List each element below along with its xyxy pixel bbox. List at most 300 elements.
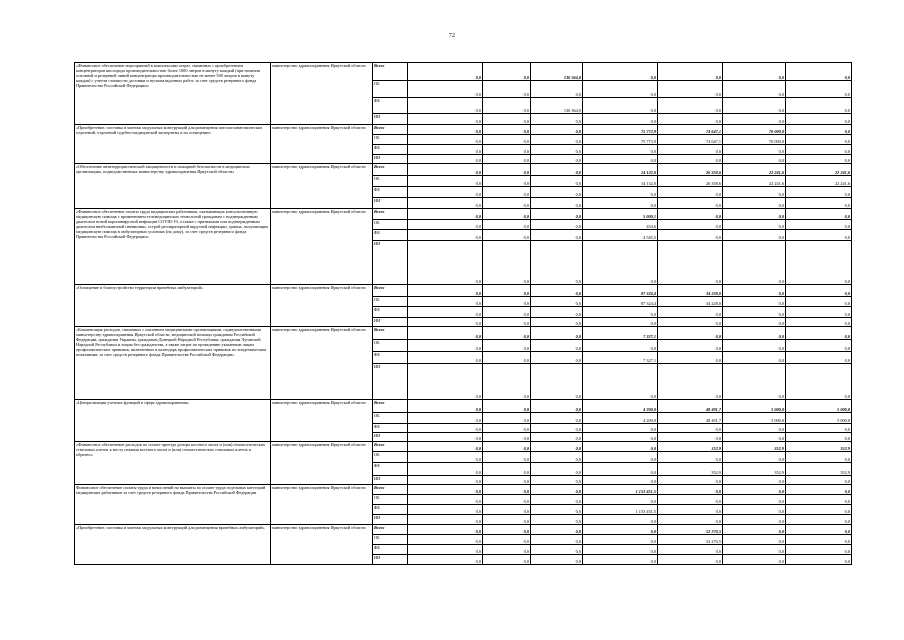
amount-cell: 14 132,0: [583, 164, 658, 176]
amount-cell: 0,0: [483, 424, 531, 433]
amount-cell: 48 491,7: [658, 400, 723, 413]
amount-cell: 0,0: [583, 198, 658, 209]
funding-source-label: ИИ: [373, 318, 408, 327]
amount-cell: 0,0: [658, 485, 723, 495]
amount-cell: 75 773,9: [583, 125, 658, 135]
funding-source-label: ИИ: [373, 515, 408, 525]
amount-cell: 0,0: [483, 364, 531, 400]
amount-cell: 0,0: [658, 220, 723, 230]
amount-cell: 0,0: [531, 209, 583, 220]
amount-cell: 0,0: [658, 63, 723, 81]
funding-source-label: Всего: [373, 209, 408, 220]
amount-cell: 0,0: [483, 198, 531, 209]
table-row: [75, 164, 852, 176]
event-description: Финансовое обеспечение оплаты труда и начислений на выплаты по оплате труда отдельных категорий медицинских работников за счет средств резервного фонда Правительства Российской Федерации: [75, 485, 271, 525]
amount-cell: 0,0: [658, 340, 723, 352]
amount-cell: 0,0: [408, 545, 483, 555]
amount-cell: 0,0: [786, 352, 852, 364]
amount-cell: 0,0: [483, 145, 531, 155]
amount-cell: 0,0: [483, 413, 531, 424]
budget-table: [74, 62, 852, 565]
amount-cell: 0,0: [531, 535, 583, 545]
amount-cell: 7 327,1: [583, 327, 658, 340]
amount-cell: 0,0: [583, 495, 658, 505]
amount-cell: 0,0: [531, 452, 583, 463]
amount-cell: 0,0: [786, 545, 852, 555]
funding-source-label: Всего: [373, 164, 408, 176]
amount-cell: 0,0: [583, 525, 658, 535]
amount-cell: 0,0: [723, 505, 786, 515]
amount-cell: 0,0: [408, 285, 483, 297]
amount-cell: 0,0: [658, 187, 723, 198]
amount-cell: 0,0: [583, 452, 658, 463]
amount-cell: 0,0: [723, 545, 786, 555]
funding-source-label: ФБ: [373, 145, 408, 155]
amount-cell: 0,0: [531, 515, 583, 525]
amount-cell: 34 228,0: [658, 297, 723, 307]
amount-cell: 5 000,1: [583, 209, 658, 220]
amount-cell: 0,0: [583, 98, 658, 114]
amount-cell: 0,0: [408, 463, 483, 476]
amount-cell: 0,0: [658, 307, 723, 318]
funding-source-label: Всего: [373, 327, 408, 340]
amount-cell: 0,0: [408, 81, 483, 98]
funding-source-label: Всего: [373, 442, 408, 452]
amount-cell: 0,0: [786, 452, 852, 463]
funding-source-label: ФБ: [373, 98, 408, 114]
amount-cell: 0,0: [531, 125, 583, 135]
amount-cell: 0,0: [531, 176, 583, 187]
amount-cell: 0,0: [408, 135, 483, 145]
amount-cell: 0,0: [583, 476, 658, 485]
amount-cell: 0,0: [786, 145, 852, 155]
amount-cell: 0,0: [483, 164, 531, 176]
amount-cell: 0,0: [531, 135, 583, 145]
amount-cell: 0,0: [531, 413, 583, 424]
event-description: «Финансовое обеспечение расходов по оплате проезда донора костного мозга и (или) гемопоэтических стволовых клеток к месту изъятия костного мозга и (или) гемопоэтических стволовых клеток и обратно»: [75, 442, 271, 485]
amount-cell: 0,0: [583, 535, 658, 545]
amount-cell: 0,0: [658, 230, 723, 241]
amount-cell: 70 000,0: [723, 135, 786, 145]
amount-cell: 0,0: [408, 187, 483, 198]
amount-cell: 0,0: [786, 327, 852, 340]
amount-cell: 0,0: [531, 364, 583, 400]
table-row: [75, 442, 852, 452]
amount-cell: 0,0: [723, 198, 786, 209]
amount-cell: 0,0: [483, 125, 531, 135]
amount-cell: 0,0: [483, 98, 531, 114]
amount-cell: 0,0: [483, 155, 531, 164]
amount-cell: 0,0: [408, 555, 483, 565]
funding-source-label: ОБ: [373, 413, 408, 424]
amount-cell: 352,9: [723, 442, 786, 452]
amount-cell: 0,0: [483, 476, 531, 485]
funding-source-label: ФБ: [373, 463, 408, 476]
amount-cell: 0,0: [483, 535, 531, 545]
amount-cell: 0,0: [531, 187, 583, 198]
amount-cell: 0,0: [723, 433, 786, 442]
amount-cell: 26 358,6: [658, 176, 723, 187]
amount-cell: 0,0: [658, 318, 723, 327]
event-description: «Финансовое обеспечение мероприятий в комплексами затрат, связанных с приобретением концентраторов кислорода производительностью более 1000 литров в минуту каждый (при наличии основной и резервной линий концентратора производительностью не менее 500 литров в минуту каждая) с учетом стоимости доставки и пусконаладочных работ, за счет средств резервного фонда Правительства Российской Федерации»: [75, 63, 271, 125]
table-row: [75, 285, 852, 297]
amount-cell: 0,0: [531, 318, 583, 327]
responsible-executor: министерство здравоохранения Иркутской области: [271, 485, 373, 525]
amount-cell: 0,0: [723, 495, 786, 505]
amount-cell: 0,0: [531, 285, 583, 297]
amount-cell: 0,0: [408, 525, 483, 535]
funding-source-label: ФБ: [373, 352, 408, 364]
amount-cell: 0,0: [483, 81, 531, 98]
amount-cell: 0,0: [786, 318, 852, 327]
event-description: «Централизация учетных функций в сфере здравоохранения»: [75, 400, 271, 442]
amount-cell: 0,0: [408, 155, 483, 164]
amount-cell: 0,0: [723, 155, 786, 164]
amount-cell: 0,0: [658, 98, 723, 114]
amount-cell: 0,0: [408, 413, 483, 424]
amount-cell: 0,0: [408, 442, 483, 452]
amount-cell: 0,0: [658, 424, 723, 433]
amount-cell: 0,0: [723, 340, 786, 352]
amount-cell: 0,0: [483, 307, 531, 318]
amount-cell: 0,0: [583, 307, 658, 318]
funding-source-label: ИИ: [373, 198, 408, 209]
funding-source-label: ИИ: [373, 364, 408, 400]
amount-cell: 0,0: [723, 318, 786, 327]
table-body: [75, 63, 852, 565]
funding-source-label: ОБ: [373, 340, 408, 352]
amount-cell: 0,0: [786, 125, 852, 135]
amount-cell: 0,0: [583, 340, 658, 352]
funding-source-label: ИИ: [373, 433, 408, 442]
funding-source-label: ОБ: [373, 176, 408, 187]
amount-cell: 0,0: [658, 114, 723, 125]
funding-source-label: ОБ: [373, 220, 408, 230]
amount-cell: 0,0: [531, 400, 583, 413]
funding-source-label: Всего: [373, 125, 408, 135]
amount-cell: 0,0: [483, 176, 531, 187]
amount-cell: 0,0: [483, 505, 531, 515]
amount-cell: 0,0: [658, 555, 723, 565]
amount-cell: 0,0: [483, 545, 531, 555]
funding-source-label: ИИ: [373, 155, 408, 164]
amount-cell: 0,0: [786, 424, 852, 433]
funding-source-label: ФБ: [373, 187, 408, 198]
amount-cell: 0,0: [531, 230, 583, 241]
amount-cell: 0,0: [483, 209, 531, 220]
responsible-executor: министерство здравоохранения Иркутской области: [271, 285, 373, 327]
amount-cell: 0,0: [531, 463, 583, 476]
funding-source-label: Всего: [373, 400, 408, 413]
funding-source-label: ОБ: [373, 81, 408, 98]
amount-cell: 0,0: [483, 114, 531, 125]
amount-cell: 0,0: [723, 285, 786, 297]
funding-source-label: ОБ: [373, 495, 408, 505]
funding-source-label: ИИ: [373, 476, 408, 485]
page-number: 72: [448, 33, 456, 39]
amount-cell: 0,0: [723, 307, 786, 318]
amount-cell: 0,0: [408, 327, 483, 340]
amount-cell: 0,0: [408, 535, 483, 545]
amount-cell: 0,0: [658, 545, 723, 555]
amount-cell: 0,0: [786, 98, 852, 114]
amount-cell: 0,0: [786, 155, 852, 164]
amount-cell: 0,0: [583, 318, 658, 327]
responsible-executor: министерство здравоохранения Иркутской области: [271, 125, 373, 164]
amount-cell: 0,0: [658, 198, 723, 209]
amount-cell: 0,0: [408, 485, 483, 495]
amount-cell: 0,0: [583, 145, 658, 155]
amount-cell: 22 241,6: [786, 176, 852, 187]
amount-cell: 0,0: [723, 327, 786, 340]
amount-cell: 0,0: [786, 114, 852, 125]
amount-cell: 0,0: [658, 209, 723, 220]
amount-cell: 0,0: [583, 63, 658, 81]
amount-cell: 0,0: [723, 525, 786, 535]
amount-cell: 0,0: [583, 555, 658, 565]
funding-source-label: Всего: [373, 485, 408, 495]
amount-cell: 75 773,9: [583, 135, 658, 145]
amount-cell: 0,0: [408, 145, 483, 155]
amount-cell: 0,0: [658, 515, 723, 525]
amount-cell: 0,0: [723, 145, 786, 155]
amount-cell: 0,0: [786, 241, 852, 285]
amount-cell: 0,0: [408, 164, 483, 176]
table-row: [75, 327, 852, 340]
amount-cell: 0,0: [531, 297, 583, 307]
amount-cell: 0,0: [786, 495, 852, 505]
amount-cell: 0,0: [658, 495, 723, 505]
funding-source-label: ИИ: [373, 114, 408, 125]
amount-cell: 0,0: [786, 555, 852, 565]
amount-cell: 0,0: [786, 485, 852, 495]
table-row: [75, 63, 852, 81]
amount-cell: 22 241,6: [723, 164, 786, 176]
amount-cell: 0,0: [408, 424, 483, 433]
amount-cell: 352,9: [658, 463, 723, 476]
amount-cell: 0,0: [658, 352, 723, 364]
amount-cell: 5 000,0: [786, 400, 852, 413]
funding-source-label: ФБ: [373, 424, 408, 433]
amount-cell: 0,0: [723, 515, 786, 525]
amount-cell: 0,0: [658, 145, 723, 155]
amount-cell: 0,0: [723, 476, 786, 485]
amount-cell: 14 132,0: [583, 176, 658, 187]
amount-cell: 0,0: [723, 424, 786, 433]
amount-cell: 0,0: [658, 505, 723, 515]
amount-cell: 0,0: [483, 555, 531, 565]
amount-cell: 0,0: [658, 155, 723, 164]
amount-cell: 0,0: [583, 424, 658, 433]
amount-cell: 0,0: [723, 364, 786, 400]
responsible-executor: министерство здравоохранения Иркутской области: [271, 164, 373, 209]
amount-cell: 0,0: [723, 297, 786, 307]
amount-cell: 0,0: [786, 187, 852, 198]
amount-cell: 0,0: [408, 452, 483, 463]
amount-cell: 0,0: [408, 209, 483, 220]
amount-cell: 454,6: [583, 220, 658, 230]
amount-cell: 352,9: [786, 463, 852, 476]
event-description: «Приобретение, поставка и монтаж модульных конструкций для размещения врачебных амбулаторий»: [75, 525, 271, 565]
amount-cell: 74 647,1: [658, 125, 723, 135]
amount-cell: 0,0: [483, 485, 531, 495]
funding-source-label: ОБ: [373, 297, 408, 307]
amount-cell: 0,0: [583, 364, 658, 400]
amount-cell: 352,9: [658, 442, 723, 452]
amount-cell: 0,0: [531, 145, 583, 155]
amount-cell: 0,0: [583, 187, 658, 198]
amount-cell: 0,0: [531, 241, 583, 285]
amount-cell: 0,0: [531, 505, 583, 515]
amount-cell: 0,0: [483, 220, 531, 230]
amount-cell: 0,0: [723, 452, 786, 463]
amount-cell: 70 000,0: [723, 125, 786, 135]
amount-cell: 0,0: [786, 297, 852, 307]
amount-cell: 0,0: [723, 114, 786, 125]
amount-cell: 0,0: [483, 433, 531, 442]
responsible-executor: министерство здравоохранения Иркутской области: [271, 327, 373, 400]
amount-cell: 74 647,1: [658, 135, 723, 145]
amount-cell: 0,0: [786, 81, 852, 98]
table-row: [75, 485, 852, 495]
amount-cell: 0,0: [531, 495, 583, 505]
funding-source-label: ИИ: [373, 555, 408, 565]
amount-cell: 0,0: [483, 285, 531, 297]
amount-cell: 0,0: [483, 340, 531, 352]
amount-cell: 0,0: [483, 187, 531, 198]
amount-cell: 0,0: [531, 114, 583, 125]
amount-cell: 0,0: [583, 545, 658, 555]
responsible-executor: министерство здравоохранения Иркутской области: [271, 525, 373, 565]
amount-cell: 48 491,7: [658, 413, 723, 424]
amount-cell: 5 000,0: [723, 400, 786, 413]
amount-cell: 0,0: [531, 485, 583, 495]
amount-cell: 0,0: [408, 297, 483, 307]
amount-cell: 0,0: [723, 230, 786, 241]
amount-cell: 0,0: [786, 198, 852, 209]
amount-cell: 7 327,1: [583, 352, 658, 364]
amount-cell: 0,0: [483, 297, 531, 307]
amount-cell: 352,9: [723, 463, 786, 476]
amount-cell: 0,0: [408, 364, 483, 400]
amount-cell: 0,0: [483, 515, 531, 525]
table-row: [75, 400, 852, 413]
amount-cell: 0,0: [723, 81, 786, 98]
amount-cell: 4 200,0: [583, 413, 658, 424]
amount-cell: 0,0: [531, 220, 583, 230]
amount-cell: 26 358,6: [658, 164, 723, 176]
amount-cell: 0,0: [723, 98, 786, 114]
amount-cell: 0,0: [408, 241, 483, 285]
amount-cell: 0,0: [786, 476, 852, 485]
amount-cell: 22 241,6: [786, 164, 852, 176]
amount-cell: 0,0: [531, 327, 583, 340]
amount-cell: 5 000,0: [786, 413, 852, 424]
table-row: [75, 525, 852, 535]
amount-cell: 0,0: [483, 495, 531, 505]
funding-source-label: ОБ: [373, 135, 408, 145]
amount-cell: 0,0: [408, 505, 483, 515]
amount-cell: 0,0: [723, 220, 786, 230]
amount-cell: 0,0: [408, 220, 483, 230]
amount-cell: 0,0: [483, 400, 531, 413]
amount-cell: 0,0: [786, 209, 852, 220]
funding-source-label: ОБ: [373, 535, 408, 545]
amount-cell: 0,0: [786, 63, 852, 81]
amount-cell: 0,0: [483, 241, 531, 285]
amount-cell: 0,0: [531, 198, 583, 209]
amount-cell: 0,0: [408, 230, 483, 241]
amount-cell: 0,0: [483, 442, 531, 452]
funding-source-label: ФБ: [373, 307, 408, 318]
amount-cell: 0,0: [531, 433, 583, 442]
amount-cell: 0,0: [531, 545, 583, 555]
amount-cell: 0,0: [786, 307, 852, 318]
amount-cell: 0,0: [483, 327, 531, 340]
table-row: [75, 125, 852, 135]
funding-source-label: ФБ: [373, 230, 408, 241]
amount-cell: 0,0: [658, 364, 723, 400]
funding-source-label: Всего: [373, 63, 408, 81]
amount-cell: 0,0: [786, 535, 852, 545]
amount-cell: 0,0: [786, 340, 852, 352]
amount-cell: 0,0: [786, 364, 852, 400]
amount-cell: 0,0: [408, 476, 483, 485]
amount-cell: 0,0: [531, 340, 583, 352]
responsible-executor: министерство здравоохранения Иркутской области: [271, 63, 373, 125]
amount-cell: 0,0: [531, 525, 583, 535]
amount-cell: 1 153 451,5: [583, 505, 658, 515]
amount-cell: 0,0: [531, 307, 583, 318]
amount-cell: 87 324,4: [583, 285, 658, 297]
amount-cell: 0,0: [786, 433, 852, 442]
funding-source-label: Всего: [373, 525, 408, 535]
event-description: «Обеспечение антитеррористической защищенности и пожарной безопасности в медицинских организациях, подведомственных министерству здравоохранения Иркутской области»: [75, 164, 271, 209]
amount-cell: 0,0: [723, 352, 786, 364]
amount-cell: 0,0: [408, 114, 483, 125]
amount-cell: 34 228,0: [658, 285, 723, 297]
amount-cell: 0,0: [786, 505, 852, 515]
amount-cell: 0,0: [483, 452, 531, 463]
amount-cell: 0,0: [531, 352, 583, 364]
amount-cell: 0,0: [408, 198, 483, 209]
amount-cell: 0,0: [658, 476, 723, 485]
amount-cell: 52 270,5: [658, 535, 723, 545]
amount-cell: 0,0: [723, 535, 786, 545]
amount-cell: 0,0: [658, 433, 723, 442]
amount-cell: 352,9: [786, 442, 852, 452]
amount-cell: 4 200,0: [583, 400, 658, 413]
amount-cell: 0,0: [658, 327, 723, 340]
amount-cell: 0,0: [583, 241, 658, 285]
responsible-executor: министерство здравоохранения Иркутской области: [271, 400, 373, 442]
amount-cell: 0,0: [408, 352, 483, 364]
amount-cell: 0,0: [531, 164, 583, 176]
amount-cell: 0,0: [531, 81, 583, 98]
amount-cell: 0,0: [723, 63, 786, 81]
amount-cell: 5 000,0: [723, 413, 786, 424]
amount-cell: 0,0: [483, 352, 531, 364]
amount-cell: 52 270,5: [658, 525, 723, 535]
event-description: «Оснащение и благоустройство территории врачебных амбулаторий»: [75, 285, 271, 327]
amount-cell: 0,0: [408, 400, 483, 413]
event-description: «Компенсация расходов, связанных с оказанием медицинскими организациями, подведомственными министерству здравоохранения Иркутской области, медицинской помощи гражданам Российской Федерации, гражданам Украины, гражданам Донецкой Народной Республики, гражданам Луганской Народной Республики и лицам без гражданства, а также затрат по проведению указанным лицам профилактических прививок, включенных в календарь профилактических прививок по эпидемическим показаниям, за счет средств резервного фонда Правительства Российской Федерации»: [75, 327, 271, 400]
funding-source-label: ОБ: [373, 452, 408, 463]
amount-cell: 0,0: [408, 125, 483, 135]
amount-cell: 4 545,5: [583, 230, 658, 241]
amount-cell: 0,0: [583, 442, 658, 452]
amount-cell: 0,0: [583, 114, 658, 125]
